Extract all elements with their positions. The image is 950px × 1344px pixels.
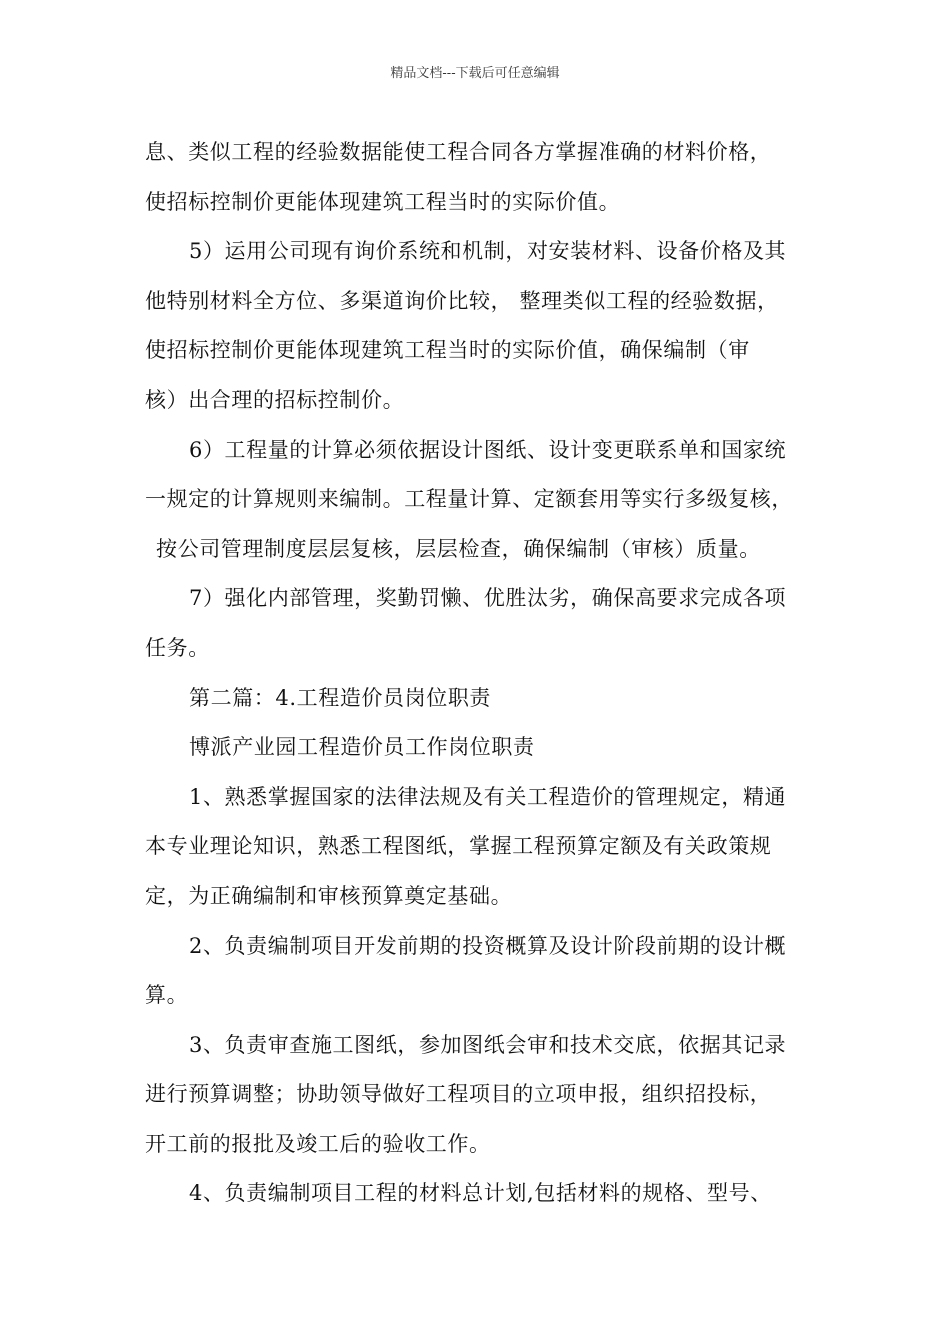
text-line: 核）出合理的招标控制价。 xyxy=(145,387,405,412)
text-line: 他特别材料全方位、多渠道询价比较， 整理类似工程的经验数据， xyxy=(145,288,779,313)
page-header: 精品文档---下载后可任意编辑 xyxy=(390,66,560,81)
text-line: 定，为正确编制和审核预算奠定基础。 xyxy=(145,883,513,908)
section-heading: 第二篇：4.工程造价员岗位职责 xyxy=(189,685,492,710)
text-line: 算。 xyxy=(145,983,189,1008)
text-line: 1、熟悉掌握国家的法律法规及有关工程造价的管理规定，精通 xyxy=(189,784,787,809)
section-subheading: 博派产业园工程造价员工作岗位职责 xyxy=(189,735,535,760)
text-line: 5）运用公司现有询价系统和机制，对安装材料、设备价格及其 xyxy=(189,239,787,264)
text-line: 3、负责审查施工图纸，参加图纸会审和技术交底，依据其记录 xyxy=(189,1032,787,1057)
text-line: 本专业理论知识，熟悉工程图纸，掌握工程预算定额及有关政策规 xyxy=(145,834,772,859)
text-line: 4、负责编制项目工程的材料总计划,包括材料的规格、型号、 xyxy=(189,1181,772,1206)
text-line: 按公司管理制度层层复核，层层检查，确保编制（审核）质量。 xyxy=(156,536,761,561)
text-line: 一规定的计算规则来编制。工程量计算、定额套用等实行多级复核， xyxy=(145,487,793,512)
text-line: 进行预算调整；协助领导做好工程项目的立项申报，组织招投标， xyxy=(145,1082,772,1107)
text-line: 7）强化内部管理，奖勤罚懒、优胜汰劣，确保高要求完成各项 xyxy=(189,586,787,611)
text-line: 使招标控制价更能体现建筑工程当时的实际价值。 xyxy=(145,189,621,214)
text-line: 6）工程量的计算必须依据设计图纸、设计变更联系单和国家统 xyxy=(189,437,787,462)
text-line: 息、类似工程的经验数据能使工程合同各方掌握准确的材料价格， xyxy=(145,140,772,164)
document-body xyxy=(145,128,825,1219)
text-line: 开工前的报批及竣工后的验收工作。 xyxy=(145,1131,491,1156)
text-line: 任务。 xyxy=(145,635,210,660)
text-line: 2、负责编制项目开发前期的投资概算及设计阶段前期的设计概 xyxy=(189,933,787,958)
text-line: 使招标控制价更能体现建筑工程当时的实际价值，确保编制（审 xyxy=(145,338,750,363)
